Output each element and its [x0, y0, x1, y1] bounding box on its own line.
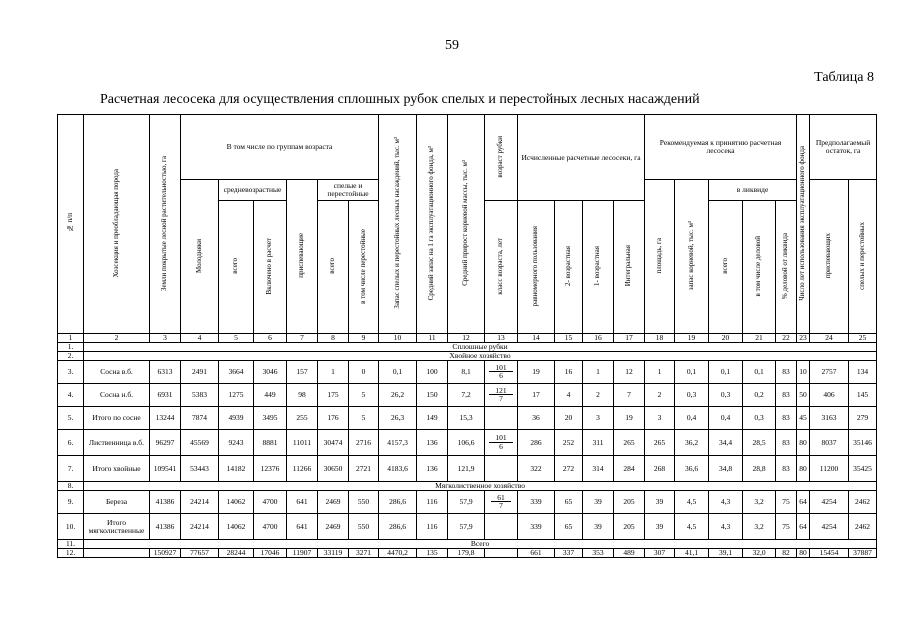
page-number: 59	[445, 38, 459, 53]
data-cell: 11907	[287, 549, 318, 558]
header-young: Молодняки	[181, 180, 219, 334]
data-cell: 4,5	[675, 514, 709, 540]
data-cell: 2757	[810, 361, 849, 384]
data-cell: 2462	[849, 491, 877, 514]
data-cell: 0,3	[743, 407, 776, 430]
data-cell: 265	[645, 430, 675, 456]
data-cell: 268	[645, 456, 675, 482]
data-cell: 0,3	[675, 384, 709, 407]
data-cell: 12376	[254, 456, 287, 482]
data-cell: 45569	[181, 430, 219, 456]
index-row	[58, 334, 877, 343]
table-row	[58, 430, 877, 456]
column-index: 13	[485, 334, 518, 343]
data-cell: 28244	[219, 549, 254, 558]
data-cell: 96297	[150, 430, 181, 456]
column-index: 2	[84, 334, 150, 343]
data-cell: 7,2	[448, 384, 485, 407]
data-cell: 4254	[810, 491, 849, 514]
row-name: Береза	[84, 491, 150, 514]
data-cell: 30650	[318, 456, 349, 482]
data-cell: 19	[614, 407, 645, 430]
data-cell: 641	[287, 491, 318, 514]
data-cell: 314	[583, 456, 614, 482]
column-index: 7	[287, 334, 318, 343]
column-index: 9	[349, 334, 379, 343]
data-cell: 32,0	[743, 549, 776, 558]
column-index: 25	[849, 334, 877, 343]
data-cell: 39,1	[709, 549, 743, 558]
row-num: 1.	[58, 343, 84, 352]
column-index: 19	[675, 334, 709, 343]
section-title: Мягколиственное хозяйство	[84, 482, 877, 491]
header-calc: Исчисленные расчетные лесосеки, га	[518, 115, 645, 201]
data-cell: 36,2	[675, 430, 709, 456]
header-years: Число лет использования эксплуатационного фонда	[797, 115, 810, 334]
data-cell: 641	[287, 514, 318, 540]
section-row	[58, 482, 877, 491]
row-num: 7.	[58, 456, 84, 482]
section-title: Сплошные рубки	[84, 343, 877, 352]
data-cell: 20	[555, 407, 583, 430]
data-cell: 176	[318, 407, 349, 430]
data-cell: 286	[518, 430, 555, 456]
data-cell: 28,5	[743, 430, 776, 456]
data-cell: 6931	[150, 384, 181, 407]
column-index: 1	[58, 334, 84, 343]
column-index: 20	[709, 334, 743, 343]
age-class-cell	[485, 361, 518, 384]
row-num: 2.	[58, 352, 84, 361]
data-cell: 8881	[254, 430, 287, 456]
data-cell: 75	[776, 491, 797, 514]
table-row	[58, 456, 877, 482]
data-cell: 284	[614, 456, 645, 482]
data-cell: 14182	[219, 456, 254, 482]
data-cell: 4939	[219, 407, 254, 430]
data-cell: 3	[645, 407, 675, 430]
data-cell: 0,1	[379, 361, 417, 384]
data-cell: 2716	[349, 430, 379, 456]
data-cell: 109541	[150, 456, 181, 482]
data-cell: 36	[518, 407, 555, 430]
data-cell: 6313	[150, 361, 181, 384]
data-cell: 30474	[318, 430, 349, 456]
data-cell: 12	[614, 361, 645, 384]
table-row	[58, 491, 877, 514]
header-included: Включено в расчет	[254, 201, 287, 334]
data-cell: 14062	[219, 514, 254, 540]
data-cell: 5	[349, 407, 379, 430]
data-cell: 41386	[150, 514, 181, 540]
data-cell: 0,4	[675, 407, 709, 430]
header-uniform: равномерного пользования	[518, 201, 555, 334]
column-index: 10	[379, 334, 417, 343]
data-cell: 5	[349, 384, 379, 407]
header-liquid: в ликвиде	[709, 180, 797, 201]
row-num: 3.	[58, 361, 84, 384]
data-cell: 14062	[219, 491, 254, 514]
column-index: 11	[417, 334, 448, 343]
header-avg-stock: Средний запас на 1 га эксплуатационного фонда, м³	[417, 115, 448, 334]
section-row	[58, 343, 877, 352]
data-cell: 10	[797, 361, 810, 384]
data-cell: 272	[555, 456, 583, 482]
data-cell: 16	[555, 361, 583, 384]
data-cell: 5383	[181, 384, 219, 407]
header-avg-growth: Средний прирост корневой массы, тыс. м³	[448, 115, 485, 334]
header-farm: Хозсекция и преобладающая порода	[84, 115, 150, 334]
age-class-fraction	[489, 387, 512, 403]
data-cell: 2469	[318, 514, 349, 540]
column-index: 15	[555, 334, 583, 343]
data-cell: 100	[417, 361, 448, 384]
page-title: Расчетная лесосека для осуществления сплошных рубок спелых и перестойных лесных насаждений	[100, 92, 700, 107]
data-cell: 17	[518, 384, 555, 407]
row-num: 10.	[58, 514, 84, 540]
section-row	[58, 352, 877, 361]
row-name	[84, 549, 150, 558]
header-cut-age: возраст рубки	[485, 115, 518, 201]
data-cell: 2721	[349, 456, 379, 482]
row-num: 6.	[58, 430, 84, 456]
data-cell: 4183,6	[379, 456, 417, 482]
row-name: Лиственница в.б.	[84, 430, 150, 456]
age-class-cell	[485, 407, 518, 430]
data-cell: 15,3	[448, 407, 485, 430]
header-overmature: в том числе перестойные	[349, 201, 379, 334]
header-age-class: класс возраста, лет	[485, 201, 518, 334]
data-cell: 106,6	[448, 430, 485, 456]
column-index: 8	[318, 334, 349, 343]
column-index: 12	[448, 334, 485, 343]
column-index: 16	[583, 334, 614, 343]
row-num: 12.	[58, 549, 84, 558]
row-name: Итого мягколиственные	[84, 514, 150, 540]
column-index: 24	[810, 334, 849, 343]
header-middle-aged: средневозрастные	[219, 180, 287, 201]
data-cell: 65	[555, 514, 583, 540]
header-mature-all: всего	[318, 201, 349, 334]
data-cell: 661	[518, 549, 555, 558]
data-cell: 4254	[810, 514, 849, 540]
data-cell: 19	[518, 361, 555, 384]
header-recommended: Рекомендуемая к принятию расчетная лесосека	[645, 115, 797, 180]
data-cell: 205	[614, 491, 645, 514]
data-cell: 26,2	[379, 384, 417, 407]
row-name: Итого по сосне	[84, 407, 150, 430]
data-cell: 4470,2	[379, 549, 417, 558]
data-cell: 83	[776, 384, 797, 407]
data-cell: 98	[287, 384, 318, 407]
row-num: 9.	[58, 491, 84, 514]
column-index: 6	[254, 334, 287, 343]
data-cell: 65	[555, 491, 583, 514]
data-cell: 2	[645, 384, 675, 407]
data-cell: 77657	[181, 549, 219, 558]
data-cell: 15454	[810, 549, 849, 558]
header-area-ha: площадь, га	[645, 180, 675, 334]
data-cell: 149	[417, 407, 448, 430]
data-cell: 57,9	[448, 514, 485, 540]
data-cell: 1	[645, 361, 675, 384]
age-class: 6	[499, 371, 503, 381]
data-cell: 279	[849, 407, 877, 430]
data-cell: 550	[349, 514, 379, 540]
data-cell: 39	[645, 491, 675, 514]
header-middle-all: всего	[219, 201, 254, 334]
row-num: 4.	[58, 384, 84, 407]
header-row-1	[58, 115, 877, 180]
data-cell: 550	[349, 491, 379, 514]
data-cell: 4700	[254, 491, 287, 514]
data-cell: 2462	[849, 514, 877, 540]
data-cell: 0,1	[675, 361, 709, 384]
data-cell: 7874	[181, 407, 219, 430]
section-title: Хвойное хозяйство	[84, 352, 877, 361]
data-cell: 135	[417, 549, 448, 558]
column-index: 4	[181, 334, 219, 343]
data-cell: 339	[518, 491, 555, 514]
data-cell: 3664	[219, 361, 254, 384]
data-cell: 3,2	[743, 491, 776, 514]
data-cell: 36,6	[675, 456, 709, 482]
data-cell: 53443	[181, 456, 219, 482]
data-cell: 8037	[810, 430, 849, 456]
data-cell: 449	[254, 384, 287, 407]
header-business: в том числе деловой	[743, 201, 776, 334]
data-cell: 35425	[849, 456, 877, 482]
data-cell: 64	[797, 514, 810, 540]
row-name: Сосна н.б.	[84, 384, 150, 407]
data-cell: 0,1	[709, 361, 743, 384]
data-cell: 35146	[849, 430, 877, 456]
data-cell: 322	[518, 456, 555, 482]
data-cell: 8,1	[448, 361, 485, 384]
data-cell: 3046	[254, 361, 287, 384]
data-cell: 57,9	[448, 491, 485, 514]
data-cell: 4157,3	[379, 430, 417, 456]
data-cell: 150927	[150, 549, 181, 558]
column-index: 18	[645, 334, 675, 343]
age-class-fraction	[489, 364, 512, 380]
data-cell: 39	[645, 514, 675, 540]
data-cell: 1	[318, 361, 349, 384]
data-cell: 17046	[254, 549, 287, 558]
data-cell: 337	[555, 549, 583, 558]
age-class: 6	[499, 441, 503, 451]
data-cell: 80	[797, 430, 810, 456]
data-cell: 33119	[318, 549, 349, 558]
cut-age: 61	[491, 494, 511, 503]
column-index: 14	[518, 334, 555, 343]
age-class-fraction	[489, 434, 512, 450]
age-class-fraction	[491, 494, 511, 510]
data-cell: 0,3	[709, 384, 743, 407]
data-cell: 136	[417, 456, 448, 482]
data-cell: 9243	[219, 430, 254, 456]
column-index: 21	[743, 334, 776, 343]
data-cell: 0	[349, 361, 379, 384]
table-row	[58, 407, 877, 430]
age-class: 7	[499, 394, 503, 404]
data-cell: 41,1	[675, 549, 709, 558]
data-cell: 311	[583, 430, 614, 456]
row-num: 11.	[58, 540, 84, 549]
age-class-cell	[485, 491, 518, 514]
header-age-groups: В том числе по группам возраста	[181, 115, 379, 180]
age-class-cell	[485, 549, 518, 558]
calculation-table	[57, 114, 877, 558]
data-cell: 80	[797, 549, 810, 558]
age-class-cell	[485, 514, 518, 540]
row-num: 8.	[58, 482, 84, 491]
data-cell: 116	[417, 514, 448, 540]
data-cell: 37887	[849, 549, 877, 558]
cut-age: 121	[489, 387, 512, 396]
row-num: 5.	[58, 407, 84, 430]
header-num: № п/п	[58, 115, 84, 334]
data-cell: 3495	[254, 407, 287, 430]
data-cell: 205	[614, 514, 645, 540]
column-index: 3	[150, 334, 181, 343]
data-cell: 489	[614, 549, 645, 558]
data-cell: 50	[797, 384, 810, 407]
data-cell: 34,8	[709, 456, 743, 482]
header-age1: 1- возрастная	[583, 201, 614, 334]
data-cell: 0,2	[743, 384, 776, 407]
data-cell: 4,5	[675, 491, 709, 514]
data-cell: 2469	[318, 491, 349, 514]
data-cell: 45	[797, 407, 810, 430]
table-row	[58, 361, 877, 384]
age-class-cell	[485, 456, 518, 482]
data-cell: 339	[518, 514, 555, 540]
header-liq-all: всего	[709, 201, 743, 334]
data-cell: 2491	[181, 361, 219, 384]
age-class-cell	[485, 384, 518, 407]
data-cell: 353	[583, 549, 614, 558]
data-cell: 41386	[150, 491, 181, 514]
data-cell: 1275	[219, 384, 254, 407]
data-cell: 157	[287, 361, 318, 384]
header-rem-mature: спелых и перестойных	[849, 180, 877, 334]
data-cell: 150	[417, 384, 448, 407]
data-cell: 406	[810, 384, 849, 407]
data-cell: 255	[287, 407, 318, 430]
data-cell: 83	[776, 361, 797, 384]
data-cell: 179,8	[448, 549, 485, 558]
column-index: 5	[219, 334, 254, 343]
header-stock: Запас спелых и перестойных лесных насаждений, тыс. м³	[379, 115, 417, 334]
header-age2: 2- возрастная	[555, 201, 583, 334]
column-index: 17	[614, 334, 645, 343]
data-cell: 0,4	[709, 407, 743, 430]
data-cell: 39	[583, 514, 614, 540]
data-cell: 4	[555, 384, 583, 407]
data-cell: 26,3	[379, 407, 417, 430]
data-cell: 4,3	[709, 491, 743, 514]
header-stock-root: запас корневой, тыс. м³	[675, 180, 709, 334]
data-cell: 116	[417, 491, 448, 514]
data-cell: 0,1	[743, 361, 776, 384]
data-cell: 83	[776, 407, 797, 430]
table-label: Таблица 8	[814, 70, 874, 85]
data-cell: 3,2	[743, 514, 776, 540]
header-integral: Интегральная	[614, 201, 645, 334]
data-cell: 82	[776, 549, 797, 558]
age-class-cell	[485, 430, 518, 456]
data-cell: 28,8	[743, 456, 776, 482]
data-cell: 80	[797, 456, 810, 482]
column-index: 23	[797, 334, 810, 343]
table-row	[58, 514, 877, 540]
data-cell: 13244	[150, 407, 181, 430]
data-cell: 307	[645, 549, 675, 558]
data-cell: 24214	[181, 514, 219, 540]
data-cell: 11200	[810, 456, 849, 482]
data-cell: 4700	[254, 514, 287, 540]
data-cell: 175	[318, 384, 349, 407]
data-cell: 3271	[349, 549, 379, 558]
data-cell: 75	[776, 514, 797, 540]
row-name: Итого хвойные	[84, 456, 150, 482]
data-cell: 39	[583, 491, 614, 514]
cut-age: 101	[489, 434, 512, 443]
data-cell: 64	[797, 491, 810, 514]
data-cell: 134	[849, 361, 877, 384]
data-cell: 286,6	[379, 491, 417, 514]
header-remaining: Предполагаемый остаток, га	[810, 115, 877, 180]
header-pct-business: % деловой от ликвида	[776, 201, 797, 334]
header-area: Земли покрытые лесной растительностью, га	[150, 115, 181, 334]
data-cell: 2	[583, 384, 614, 407]
data-cell: 3	[583, 407, 614, 430]
header-rem-maturing: приспевающих	[810, 180, 849, 334]
age-class: 7	[499, 501, 503, 511]
data-cell: 24214	[181, 491, 219, 514]
cut-age: 101	[489, 364, 512, 373]
section-row	[58, 540, 877, 549]
data-cell: 83	[776, 456, 797, 482]
data-cell: 83	[776, 430, 797, 456]
table-row	[58, 549, 877, 558]
data-cell: 11011	[287, 430, 318, 456]
section-title: Всего	[84, 540, 877, 549]
header-maturing: приспевающие	[287, 180, 318, 334]
data-cell: 265	[614, 430, 645, 456]
data-cell: 252	[555, 430, 583, 456]
data-cell: 121,9	[448, 456, 485, 482]
data-cell: 11266	[287, 456, 318, 482]
column-index: 22	[776, 334, 797, 343]
data-cell: 4,3	[709, 514, 743, 540]
row-name: Сосна в.б.	[84, 361, 150, 384]
data-cell: 145	[849, 384, 877, 407]
data-cell: 136	[417, 430, 448, 456]
table-row	[58, 384, 877, 407]
data-cell: 34,4	[709, 430, 743, 456]
data-cell: 1	[583, 361, 614, 384]
data-cell: 286,6	[379, 514, 417, 540]
data-cell: 3163	[810, 407, 849, 430]
data-cell: 7	[614, 384, 645, 407]
header-mature: спелые и перестойные	[318, 180, 379, 201]
